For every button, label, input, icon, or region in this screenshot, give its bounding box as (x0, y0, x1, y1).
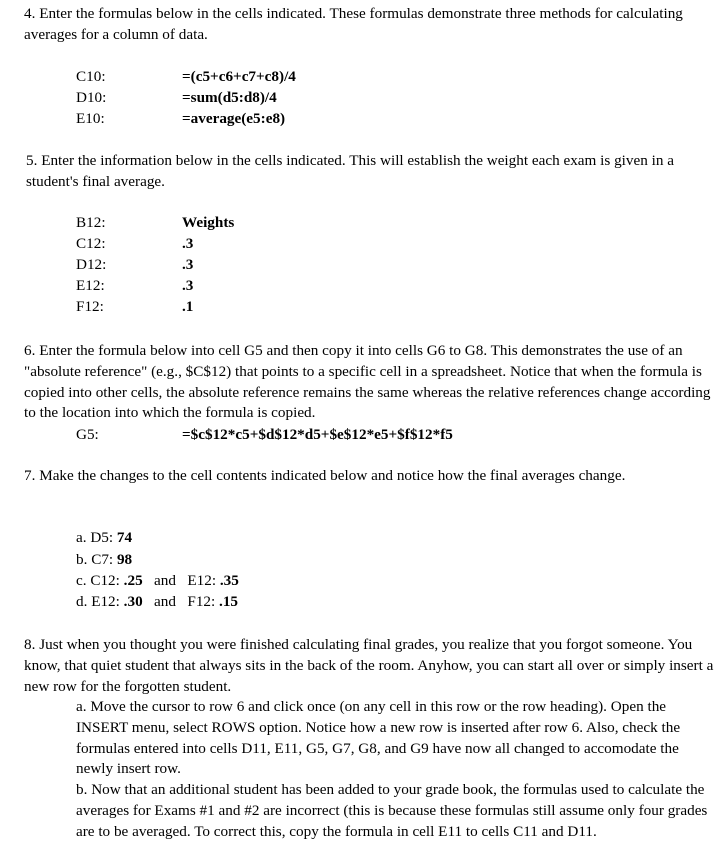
cell-label: B12: (76, 214, 106, 231)
step8-instruction: 8. Just when you thought you were finished calculating final grades, you realize that you forgot someone. You know, that quiet student that always sits in the back of the room. Anyhow, you can start all over or simply insert a new row for the forgotten student. (24, 636, 714, 695)
step8-substep-a: a. Move the cursor to row 6 and click once (on any cell in this row or the row heading). Open the INSERT menu, select ROWS option. Notice how a new row is inserted after row 6. Also, check the formulas entered into cells D11, E11, G5, G7, G8, and G9 have now all changed to accomodate the newly insert row. (76, 698, 681, 778)
formula-text: =$c$12*c5+$d$12*d5+$e$12*e5+$f$12*f5 (182, 426, 453, 443)
step5-instruction: 5. Enter the information below in the cells indicated. This will establish the weight each exam is given in a student's final average. (26, 152, 674, 190)
weight-value: .1 (182, 298, 194, 315)
change-prefix: a. D5: (76, 529, 114, 546)
change-cell2: F12: (187, 593, 216, 610)
change-value: .30 (123, 593, 143, 610)
cell-label: C10: (76, 68, 106, 85)
change-value2: .35 (219, 572, 239, 589)
change-value: 74 (116, 529, 133, 546)
cell-label: G5: (76, 426, 99, 443)
formula-text: =sum(d5:d8)/4 (182, 89, 277, 106)
change-value2: .15 (219, 593, 239, 610)
change-value: .25 (123, 572, 143, 589)
weight-value: .3 (182, 235, 194, 252)
formula-text: =average(e5:e8) (182, 110, 286, 127)
cell-label: E12: (76, 277, 105, 294)
weight-value: Weights (182, 214, 235, 231)
change-value: 98 (116, 551, 133, 568)
cell-label: F12: (76, 298, 104, 315)
cell-label: D10: (76, 89, 107, 106)
weight-value: .3 (182, 256, 194, 273)
and-word: and (154, 572, 176, 589)
step4-instruction: 4. Enter the formulas below in the cells indicated. These formulas demonstrate three methods for calculating averages for a column of data. (24, 5, 683, 43)
cell-label: D12: (76, 256, 107, 273)
and-word: and (154, 593, 176, 610)
change-cell2: E12: (187, 572, 217, 589)
step8-substep-b: b. Now that an additional student has been added to your grade book, the formulas used to calculate the averages for Exams #1 and #2 are incorrect (this is because these formulas still assume only four grades are to be averaged. To correct this, copy the formula in cell E11 to cells C11 and D11. (76, 781, 708, 840)
change-prefix: b. C7: (76, 551, 114, 568)
formula-text: =(c5+c6+c7+c8)/4 (182, 68, 296, 85)
cell-label: C12: (76, 235, 106, 252)
step6-instruction: 6. Enter the formula below into cell G5 and then copy it into cells G6 to G8. This demonstrates the use of an "absolute reference" (e.g., $C$12) that points to a specific cell in a spreadsheet. Notice that when the formula is copied into other cells, the absolute reference remains the same whereas the relative references change according to the location into which the formula is copied. (24, 342, 711, 422)
step7-instruction: 7. Make the changes to the cell contents indicated below and notice how the final averages change. (24, 467, 626, 484)
cell-label: E10: (76, 110, 105, 127)
change-prefix: c. C12: (76, 572, 120, 589)
change-prefix: d. E12: (76, 593, 120, 610)
weight-value: .3 (182, 277, 194, 294)
